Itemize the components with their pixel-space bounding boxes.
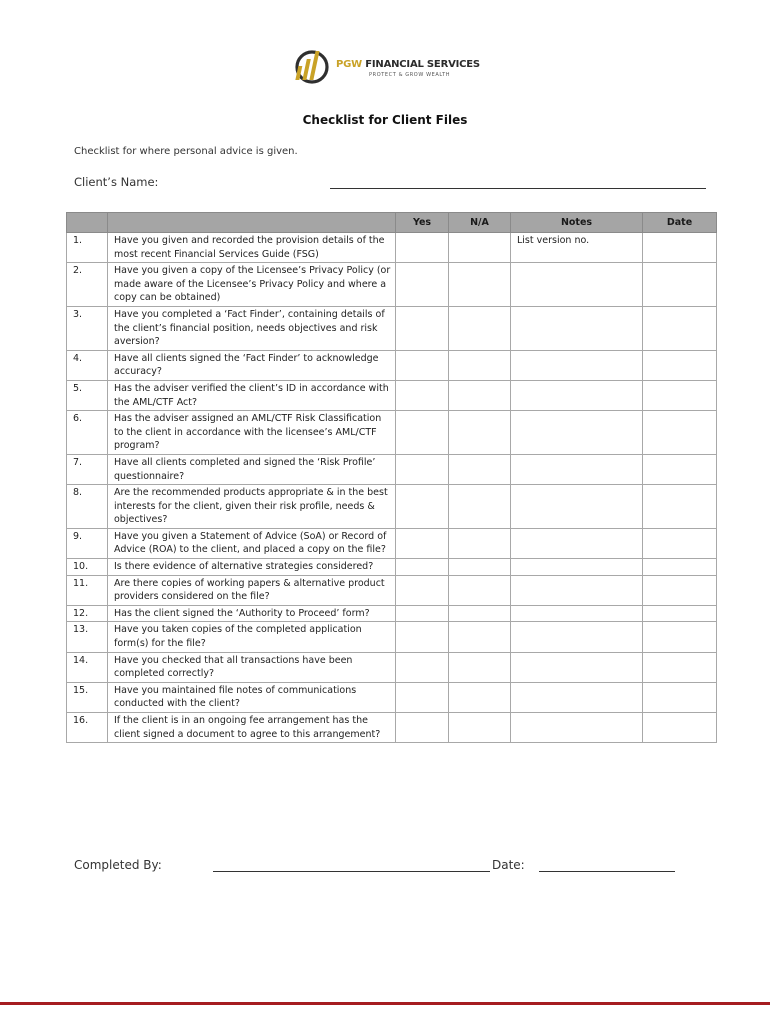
header-na: N/A — [449, 213, 511, 233]
na-cell[interactable] — [449, 652, 511, 682]
table-row — [67, 652, 717, 682]
date-cell[interactable] — [643, 233, 717, 263]
table-row — [67, 622, 717, 652]
date-cell[interactable] — [643, 622, 717, 652]
table-row — [67, 380, 717, 410]
notes-cell[interactable] — [511, 485, 643, 529]
footer-accent-bar — [0, 1002, 770, 1005]
na-cell[interactable] — [449, 528, 511, 558]
logo-brand-accent: PGW — [336, 59, 362, 70]
checklist-table — [66, 212, 717, 743]
table-row — [67, 306, 717, 350]
notes-cell[interactable] — [511, 263, 643, 307]
yes-cell[interactable] — [396, 713, 449, 743]
yes-cell[interactable] — [396, 682, 449, 712]
date-cell[interactable] — [643, 652, 717, 682]
na-cell[interactable] — [449, 485, 511, 529]
row-number: 5. — [67, 380, 108, 410]
row-number: 12. — [67, 605, 108, 622]
yes-cell[interactable] — [396, 350, 449, 380]
yes-cell[interactable] — [396, 559, 449, 576]
logo-mark-icon — [292, 44, 332, 90]
table-row — [67, 605, 717, 622]
yes-cell[interactable] — [396, 380, 449, 410]
table-row — [67, 233, 717, 263]
yes-cell[interactable] — [396, 622, 449, 652]
row-question: Have you given a Statement of Advice (SoA) or Record of Advice (ROA) to the client, and placed a copy on the file? — [108, 528, 396, 558]
table-row — [67, 682, 717, 712]
logo-brand-text: FINANCIAL SERVICES — [361, 59, 480, 70]
notes-cell[interactable] — [511, 380, 643, 410]
row-question: Have you given and recorded the provision details of the most recent Financial Services Guide (FSG) — [108, 233, 396, 263]
client-name-label: Client’s Name: — [74, 175, 159, 189]
yes-cell[interactable] — [396, 306, 449, 350]
table-row — [67, 528, 717, 558]
completed-by-field[interactable] — [213, 871, 490, 872]
date-label: Date: — [492, 858, 525, 872]
notes-cell[interactable] — [511, 575, 643, 605]
na-cell[interactable] — [449, 306, 511, 350]
company-logo — [292, 44, 492, 90]
na-cell[interactable] — [449, 411, 511, 455]
notes-cell[interactable] — [511, 350, 643, 380]
row-number: 14. — [67, 652, 108, 682]
row-question: Have all clients signed the ‘Fact Finder’ to acknowledge accuracy? — [108, 350, 396, 380]
table-row — [67, 263, 717, 307]
row-question: If the client is in an ongoing fee arrangement has the client signed a document to agree to this arrangement? — [108, 713, 396, 743]
notes-cell[interactable] — [511, 682, 643, 712]
date-field[interactable] — [539, 871, 675, 872]
row-question: Are there copies of working papers & alternative product providers considered on the file? — [108, 575, 396, 605]
date-cell[interactable] — [643, 485, 717, 529]
na-cell[interactable] — [449, 233, 511, 263]
header-number — [67, 213, 108, 233]
row-question: Is there evidence of alternative strategies considered? — [108, 559, 396, 576]
date-cell[interactable] — [643, 559, 717, 576]
date-cell[interactable] — [643, 528, 717, 558]
date-cell[interactable] — [643, 350, 717, 380]
row-number: 3. — [67, 306, 108, 350]
yes-cell[interactable] — [396, 605, 449, 622]
yes-cell[interactable] — [396, 575, 449, 605]
row-number: 13. — [67, 622, 108, 652]
na-cell[interactable] — [449, 350, 511, 380]
table-row — [67, 575, 717, 605]
notes-cell[interactable] — [511, 528, 643, 558]
date-cell[interactable] — [643, 454, 717, 484]
table-row — [67, 559, 717, 576]
row-question: Has the adviser verified the client’s ID in accordance with the AML/CTF Act? — [108, 380, 396, 410]
yes-cell[interactable] — [396, 233, 449, 263]
na-cell[interactable] — [449, 380, 511, 410]
na-cell[interactable] — [449, 605, 511, 622]
row-number: 11. — [67, 575, 108, 605]
date-cell[interactable] — [643, 605, 717, 622]
completed-by-label: Completed By: — [74, 858, 162, 872]
na-cell[interactable] — [449, 622, 511, 652]
row-number: 8. — [67, 485, 108, 529]
document-title: Checklist for Client Files — [302, 113, 468, 127]
row-number: 15. — [67, 682, 108, 712]
notes-cell[interactable] — [511, 306, 643, 350]
table-row — [67, 485, 717, 529]
na-cell[interactable] — [449, 559, 511, 576]
na-cell[interactable] — [449, 454, 511, 484]
notes-cell[interactable] — [511, 652, 643, 682]
row-question: Has the adviser assigned an AML/CTF Risk Classification to the client in accordance with the licensee’s AML/CTF program? — [108, 411, 396, 455]
row-question: Have you given a copy of the Licensee’s Privacy Policy (or made aware of the Licensee’s Privacy Policy and where a copy can be obtained) — [108, 263, 396, 307]
notes-cell[interactable]: List version no. — [511, 233, 643, 263]
na-cell[interactable] — [449, 263, 511, 307]
date-cell[interactable] — [643, 713, 717, 743]
date-cell[interactable] — [643, 263, 717, 307]
row-question: Has the client signed the ‘Authority to Proceed’ form? — [108, 605, 396, 622]
header-notes: Notes — [511, 213, 643, 233]
row-question: Are the recommended products appropriate & in the best interests for the client, given their risk profile, needs & objectives? — [108, 485, 396, 529]
notes-cell[interactable] — [511, 622, 643, 652]
na-cell[interactable] — [449, 682, 511, 712]
header-date: Date — [643, 213, 717, 233]
na-cell[interactable] — [449, 713, 511, 743]
row-question: Have you checked that all transactions have been completed correctly? — [108, 652, 396, 682]
notes-cell[interactable] — [511, 713, 643, 743]
client-name-field[interactable] — [330, 188, 706, 189]
date-cell[interactable] — [643, 306, 717, 350]
notes-cell[interactable] — [511, 454, 643, 484]
header-yes: Yes — [396, 213, 449, 233]
yes-cell[interactable] — [396, 263, 449, 307]
row-question: Have all clients completed and signed the ‘Risk Profile’ questionnaire? — [108, 454, 396, 484]
yes-cell[interactable] — [396, 485, 449, 529]
yes-cell[interactable] — [396, 411, 449, 455]
row-number: 16. — [67, 713, 108, 743]
table-row — [67, 713, 717, 743]
yes-cell[interactable] — [396, 454, 449, 484]
yes-cell[interactable] — [396, 528, 449, 558]
intro-text: Checklist for where personal advice is given. — [74, 146, 298, 157]
na-cell[interactable] — [449, 575, 511, 605]
row-number: 10. — [67, 559, 108, 576]
row-question: Have you completed a ‘Fact Finder’, containing details of the client’s financial position, needs objectives and risk aversion? — [108, 306, 396, 350]
date-cell[interactable] — [643, 380, 717, 410]
row-number: 2. — [67, 263, 108, 307]
row-question: Have you taken copies of the completed application form(s) for the file? — [108, 622, 396, 652]
date-cell[interactable] — [643, 411, 717, 455]
date-cell[interactable] — [643, 682, 717, 712]
yes-cell[interactable] — [396, 652, 449, 682]
logo-tagline: PROTECT & GROW WEALTH — [369, 72, 451, 78]
row-number: 9. — [67, 528, 108, 558]
table-row — [67, 411, 717, 455]
table-row — [67, 350, 717, 380]
date-cell[interactable] — [643, 575, 717, 605]
row-number: 7. — [67, 454, 108, 484]
row-number: 6. — [67, 411, 108, 455]
table-row — [67, 454, 717, 484]
row-number: 1. — [67, 233, 108, 263]
table-header-row — [67, 213, 717, 233]
notes-cell[interactable] — [511, 559, 643, 576]
row-question: Have you maintained file notes of communications conducted with the client? — [108, 682, 396, 712]
row-number: 4. — [67, 350, 108, 380]
header-question — [108, 213, 396, 233]
notes-cell[interactable] — [511, 605, 643, 622]
notes-cell[interactable] — [511, 411, 643, 455]
